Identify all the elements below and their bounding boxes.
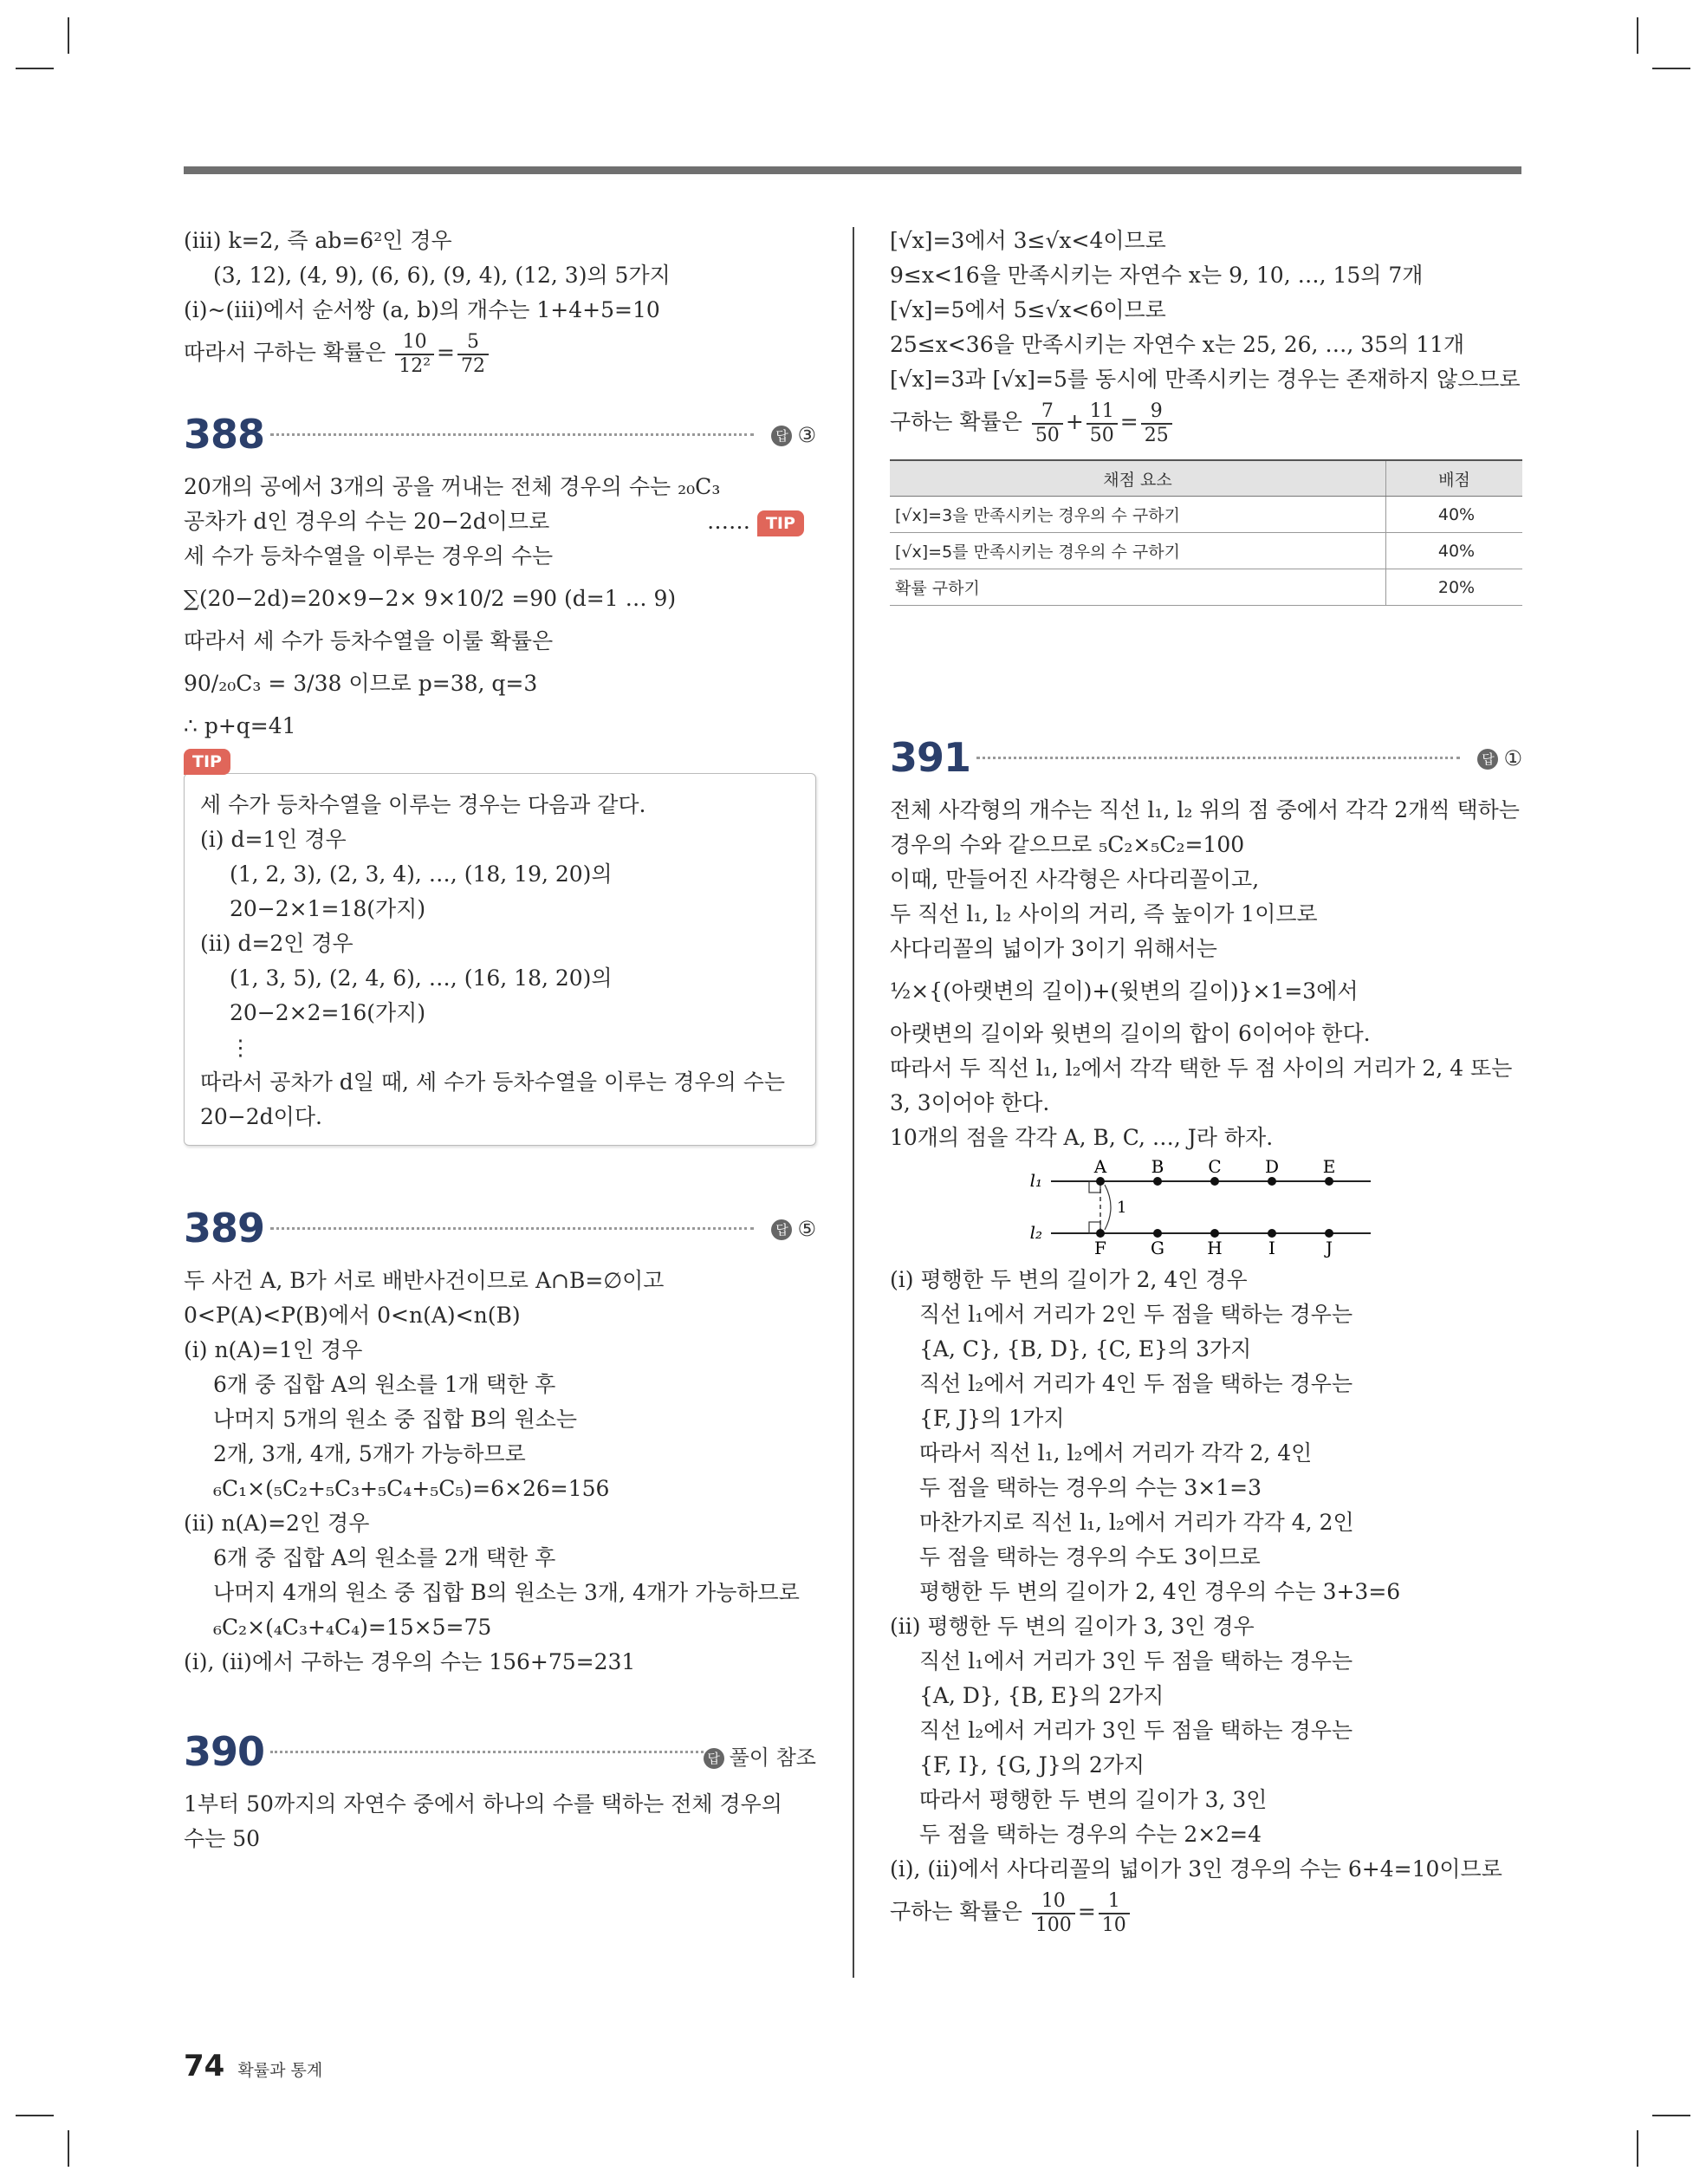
diagram-point — [1153, 1229, 1162, 1238]
problem-header-390 — [184, 1721, 816, 1782]
text-line: (i)~(iii)에서 순서쌍 (a, b)의 개수는 1+4+5=10 — [184, 297, 660, 322]
fraction — [395, 331, 434, 378]
numerator: 10 — [1032, 1890, 1075, 1914]
text-line: 전체 사각형의 개수는 직선 l₁, l₂ 위의 점 중에서 각각 2개씩 택하는 — [890, 797, 1520, 822]
denominator: 50 — [1035, 424, 1060, 446]
point-label: E — [1322, 1156, 1336, 1177]
denominator: 10 — [1101, 1914, 1126, 1936]
text-line: 6개 중 집합 A의 원소를 1개 택한 후 — [213, 1372, 556, 1397]
text-line: 3, 3이어야 한다. — [890, 1090, 1050, 1115]
text-span: 공차가 d인 경우의 수는 20−2d이므로 — [184, 509, 550, 534]
denominator: 25 — [1144, 424, 1169, 446]
crop-mark — [68, 17, 69, 54]
text-line: ∴ p+q=41 — [184, 713, 296, 738]
text-line: 직선 l₂에서 거리가 4인 두 점을 택하는 경우는 — [919, 1371, 1353, 1396]
tip-line: (1, 3, 5), (2, 4, 6), …, (16, 18, 20)의 — [230, 965, 613, 991]
tip-pointer — [707, 504, 804, 539]
point-label: G — [1151, 1238, 1164, 1258]
text-line: [√x]=3과 [√x]=5를 동시에 만족시키는 경우는 존재하지 않으므로 — [890, 367, 1521, 392]
table-header-row — [890, 460, 1522, 497]
tip-label: TIP — [757, 510, 804, 536]
text-span: 구하는 확률은 — [890, 409, 1022, 434]
text-line: 경우의 수와 같으므로 ₅C₂×₅C₂=100 — [890, 832, 1245, 857]
text-line: ∑(20−2d)=20×9−2× 9×10/2 =90 (d=1 … 9) — [184, 586, 677, 611]
numerator: 5 — [457, 331, 489, 355]
equals-sign: = — [437, 340, 455, 365]
denominator: 72 — [460, 354, 485, 377]
answer-mark-icon: 답 — [1477, 749, 1498, 770]
page-number: 74 — [184, 2049, 225, 2083]
text-line: 두 점을 택하는 경우의 수는 2×2=4 — [919, 1822, 1262, 1847]
text-line: 마찬가지로 직선 l₁, l₂에서 거리가 각각 4, 2인 — [919, 1510, 1354, 1535]
text-line: 10개의 점을 각각 A, B, C, …, J라 하자. — [890, 1125, 1274, 1150]
equals-sign: = — [1077, 1899, 1096, 1924]
page-footer — [184, 2049, 322, 2083]
tip-box — [184, 773, 816, 1146]
crop-mark — [1637, 2130, 1638, 2167]
denominator: 12² — [399, 354, 431, 377]
text-line: 두 점을 택하는 경우의 수는 3×1=3 — [919, 1475, 1262, 1500]
tip-line: 세 수가 등차수열을 이루는 경우는 다음과 같다. — [200, 792, 646, 817]
problem-header-389 — [184, 1198, 816, 1258]
text-line: 수는 50 — [184, 1826, 261, 1851]
numerator: 11 — [1087, 400, 1118, 425]
tip-line: (ii) d=2인 경우 — [200, 931, 354, 956]
diagram-point — [1096, 1177, 1105, 1186]
text-line: 두 점을 택하는 경우의 수도 3이므로 — [919, 1544, 1261, 1570]
text-line: 사다리꼴의 넓이가 3이기 위해서는 — [890, 936, 1217, 961]
text-line: 두 사건 A, B가 서로 배반사건이므로 A∩B=∅이고 — [184, 1268, 665, 1293]
text-line: {A, D}, {B, E}의 2가지 — [919, 1683, 1164, 1708]
text-line: ₆C₁×(₅C₂+₅C₃+₅C₄+₅C₅)=6×26=156 — [213, 1476, 610, 1501]
dotted-rule — [270, 1227, 754, 1230]
point-label: J — [1325, 1238, 1333, 1258]
text-line: (ii) n(A)=2인 경우 — [184, 1511, 370, 1536]
tip-line: (i) d=1인 경우 — [200, 827, 347, 852]
text-line: 세 수가 등차수열을 이루는 경우의 수는 — [184, 543, 554, 569]
crop-mark — [16, 68, 54, 69]
table-header: 채점 요소 — [890, 460, 1386, 497]
point-label: H — [1207, 1238, 1223, 1258]
text-line: ½×{(아랫변의 길이)+(윗변의 길이)}×1=3에서 — [890, 978, 1359, 1004]
tip-line: (1, 2, 3), (2, 3, 4), …, (18, 19, 20)의 — [230, 861, 613, 887]
text-line: [√x]=3에서 3≤√x<4이므로 — [890, 228, 1166, 253]
right-column — [890, 224, 1522, 1937]
dotted-rule — [270, 433, 754, 436]
numerator: 7 — [1032, 400, 1063, 425]
text-line: 따라서 세 수가 등차수열을 이룰 확률은 — [184, 628, 554, 653]
probability-line — [890, 1887, 1522, 1937]
diagram-point — [1096, 1229, 1105, 1238]
text-line: (i), (ii)에서 구하는 경우의 수는 156+75=231 — [184, 1649, 636, 1674]
text-line: {A, C}, {B, D}, {C, E}의 3가지 — [919, 1336, 1252, 1362]
fraction — [1099, 1890, 1130, 1937]
answer-mark-icon: 답 — [771, 426, 792, 446]
point-label: C — [1208, 1156, 1222, 1177]
fraction — [1032, 1890, 1075, 1937]
line-label-l2: l₂ — [1029, 1222, 1042, 1243]
answer-value: ① — [1503, 746, 1522, 770]
probability-line — [184, 328, 816, 378]
text-line: (3, 12), (4, 9), (6, 6), (9, 4), (12, 3)의 5가지 — [213, 263, 671, 288]
parallel-lines-diagram — [890, 1155, 1522, 1259]
text-line: {F, J}의 1가지 — [919, 1406, 1065, 1431]
numerator: 9 — [1141, 400, 1172, 425]
denominator: 50 — [1089, 424, 1114, 446]
table-cell: [√x]=5를 만족시키는 경우의 수 구하기 — [890, 533, 1386, 569]
fraction — [1141, 400, 1172, 447]
text-line: 20개의 공에서 3개의 공을 꺼내는 전체 경우의 수는 ₂₀C₃ — [184, 474, 721, 499]
crop-mark — [1652, 2115, 1690, 2116]
answer-mark-icon: 답 — [704, 1748, 724, 1769]
dotted-rule — [270, 1751, 704, 1753]
height-label: 1 — [1117, 1199, 1127, 1217]
answer-badge — [771, 1217, 816, 1241]
text-line: 2개, 3개, 4개, 5개가 가능하므로 — [213, 1441, 526, 1466]
scoring-table — [890, 459, 1522, 606]
table-cell: 40% — [1386, 533, 1523, 569]
text-line — [184, 504, 816, 539]
equals-sign: = — [1119, 409, 1138, 434]
text-line: 0<P(A)<P(B)에서 0<n(A)<n(B) — [184, 1303, 521, 1328]
answer-badge — [771, 423, 816, 447]
text-line: 6개 중 집합 A의 원소를 2개 택한 후 — [213, 1545, 556, 1570]
tip-line: 따라서 공차가 d일 때, 세 수가 등차수열을 이루는 경우의 수는 — [200, 1069, 786, 1095]
text-span: 따라서 구하는 확률은 — [184, 340, 386, 365]
text-line: (ii) 평행한 두 변의 길이가 3, 3인 경우 — [890, 1614, 1255, 1639]
fraction — [1087, 400, 1118, 447]
text-line: 나머지 4개의 원소 중 집합 B의 원소는 3개, 4개가 가능하므로 — [213, 1580, 800, 1605]
tip-line: 20−2×2=16(가지) — [230, 1000, 426, 1025]
text-line: ₆C₂×(₄C₃+₄C₄)=15×5=75 — [213, 1615, 492, 1640]
text-line: 따라서 평행한 두 변의 길이가 3, 3인 — [919, 1787, 1268, 1812]
text-line: {F, I}, {G, J}의 2가지 — [919, 1752, 1145, 1778]
crop-mark — [16, 2115, 54, 2116]
table-cell: 40% — [1386, 497, 1523, 533]
numerator: 1 — [1099, 1890, 1130, 1914]
diagram-point — [1153, 1177, 1162, 1186]
answer-value: ③ — [797, 423, 816, 447]
denominator: 100 — [1035, 1914, 1072, 1936]
diagram-point — [1268, 1229, 1276, 1238]
text-span: 구하는 확률은 — [890, 1899, 1022, 1924]
dotted-rule — [976, 757, 1460, 759]
header-rule — [184, 166, 1521, 174]
text-line: [√x]=5에서 5≤√x<6이므로 — [890, 297, 1166, 322]
problem-number: 390 — [184, 1728, 265, 1775]
diagram-point — [1210, 1229, 1219, 1238]
text-line: 따라서 두 직선 l₁, l₂에서 각각 택한 두 점 사이의 거리가 2, 4 또는 — [890, 1056, 1513, 1081]
diagram-point — [1210, 1177, 1219, 1186]
crop-mark — [1652, 68, 1690, 69]
text-line: 25≤x<36을 만족시키는 자연수 x는 25, 26, …, 35의 11개 — [890, 332, 1465, 357]
diagram-point — [1268, 1177, 1276, 1186]
table-row — [890, 533, 1522, 569]
tip-line: 20−2×1=18(가지) — [230, 896, 426, 921]
text-line: (i) 평행한 두 변의 길이가 2, 4인 경우 — [890, 1267, 1248, 1292]
numerator: 10 — [395, 331, 434, 355]
text-line: (i) n(A)=1인 경우 — [184, 1337, 363, 1362]
left-column — [184, 224, 816, 1856]
point-label: D — [1264, 1156, 1280, 1177]
diagram-point — [1325, 1177, 1333, 1186]
problem-number: 389 — [184, 1205, 265, 1251]
table-row — [890, 497, 1522, 533]
text-line: 직선 l₂에서 거리가 3인 두 점을 택하는 경우는 — [919, 1718, 1353, 1743]
line-label-l1: l₁ — [1029, 1170, 1042, 1191]
tip-label: TIP — [184, 749, 230, 775]
problem-header-388 — [184, 404, 816, 465]
answer-value: 풀이 참조 — [729, 1745, 816, 1770]
problem-number: 388 — [184, 411, 265, 458]
probability-line — [890, 397, 1522, 447]
text-line: 아랫변의 길이와 윗변의 길이의 합이 6이어야 한다. — [890, 1021, 1371, 1046]
point-label: F — [1094, 1238, 1106, 1258]
problem-header-391 — [890, 727, 1522, 788]
column-divider — [853, 227, 854, 1978]
answer-value: ⑤ — [797, 1217, 816, 1241]
text-line: 평행한 두 변의 길이가 2, 4인 경우의 수는 3+3=6 — [919, 1579, 1401, 1604]
problem-number: 391 — [890, 734, 971, 781]
table-header: 배점 — [1386, 460, 1523, 497]
text-line: 90/₂₀C₃ = 3/38 이므로 p=38, q=3 — [184, 671, 538, 696]
text-line: 이때, 만들어진 사각형은 사다리꼴이고, — [890, 867, 1260, 892]
tip-line: ⋮ — [230, 1035, 251, 1060]
answer-badge — [704, 1740, 816, 1771]
fraction — [457, 331, 489, 378]
text-line: (iii) k=2, 즉 ab=6²인 경우 — [184, 228, 452, 253]
plus-sign: + — [1065, 409, 1084, 434]
tip-dots: …… — [707, 509, 750, 534]
text-line: (i), (ii)에서 사다리꼴의 넓이가 3인 경우의 수는 6+4=10이므로 — [890, 1856, 1502, 1882]
point-label: B — [1151, 1156, 1164, 1177]
tip-section — [184, 749, 816, 1146]
text-line: 두 직선 l₁, l₂ 사이의 거리, 즉 높이가 1이므로 — [890, 901, 1318, 926]
point-label: A — [1093, 1156, 1107, 1177]
text-line: 직선 l₁에서 거리가 3인 두 점을 택하는 경우는 — [919, 1648, 1353, 1674]
height-brace — [1105, 1185, 1111, 1230]
text-line: 따라서 직선 l₁, l₂에서 거리가 각각 2, 4인 — [919, 1440, 1313, 1466]
footer-subject: 확률과 통계 — [237, 2061, 323, 2080]
text-line: 9≤x<16을 만족시키는 자연수 x는 9, 10, …, 15의 7개 — [890, 263, 1424, 288]
table-row — [890, 569, 1522, 606]
text-line: 나머지 5개의 원소 중 집합 B의 원소는 — [213, 1407, 578, 1432]
table-cell: [√x]=3을 만족시키는 경우의 수 구하기 — [890, 497, 1386, 533]
point-label: I — [1268, 1238, 1275, 1258]
answer-mark-icon: 답 — [771, 1219, 792, 1240]
fraction — [1032, 400, 1063, 447]
table-cell: 20% — [1386, 569, 1523, 606]
answer-badge — [1477, 746, 1522, 770]
crop-mark — [68, 2130, 69, 2167]
text-line: 1부터 50까지의 자연수 중에서 하나의 수를 택하는 전체 경우의 — [184, 1791, 782, 1817]
crop-mark — [1637, 17, 1638, 54]
table-cell: 확률 구하기 — [890, 569, 1386, 606]
text-line: 직선 l₁에서 거리가 2인 두 점을 택하는 경우는 — [919, 1302, 1353, 1327]
tip-line: 20−2d이다. — [200, 1104, 322, 1129]
diagram-point — [1325, 1229, 1333, 1238]
